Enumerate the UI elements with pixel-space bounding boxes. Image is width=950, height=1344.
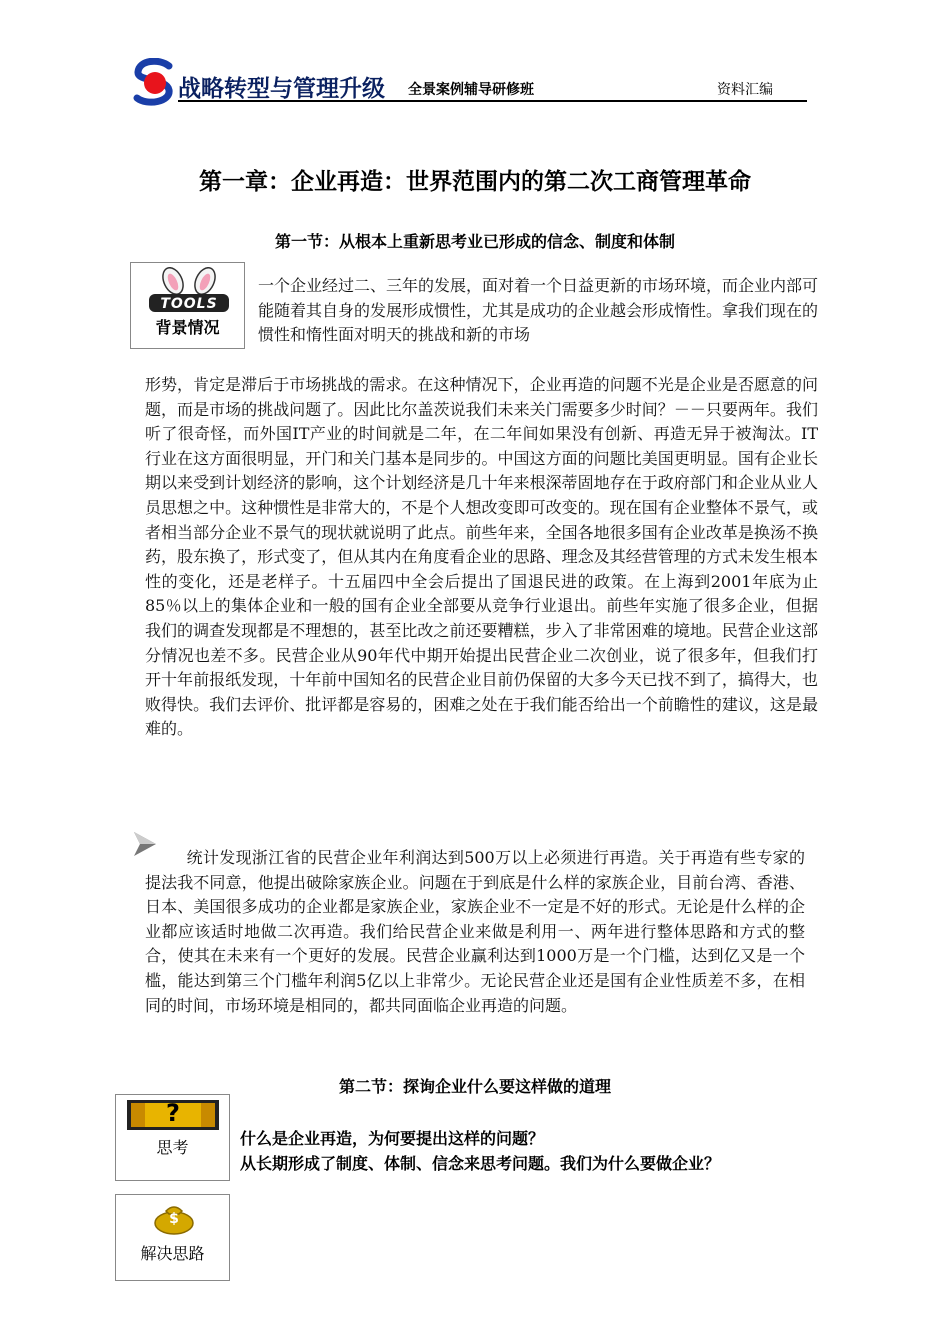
- solution-box-label: 解决思路: [140, 1244, 205, 1263]
- second-paragraph: 统计发现浙江省的民营企业年利润达到500万以上必须进行再造。关于再造有些专家的提法我不同意，他提出破除家族企业。问题在于到底是什么样的家族企业，目前台湾、香港、日本、美国很多成功的企业都是家族企业，家族企业不一定是不好的形式。无论是什么样的企业都应该适时地做二次再造。我们给民营企业来做是利用一、两年进行整体思路和方式的整合，使其在未来有一个更好的发展。民营企业赢利达到1000万是一个门槛，达到亿又是一个槛，能达到第三个门槛年利润5亿以上非常少。无论民营企业还是国有企业性质差不多，在相同的时间，市场环境是相同的，都共同面临企业再造的问题。: [145, 848, 805, 1015]
- section-1-title: 第一节：从根本上重新思考业已形成的信念、制度和体制: [274, 232, 675, 251]
- background-badge-label: 背景情况: [155, 318, 220, 337]
- intro-paragraph: 一个企业经过二、三年的发展，面对着一个日益更新的市场环境，而企业内部可能随着其自身的发展形成惯性，尤其是成功的企业越会形成惰性。拿我们现在的惯性和惰性面对明天的挑战和新的市场: [258, 276, 819, 345]
- question-mark-text: ?: [166, 1099, 180, 1127]
- section-2-title: 第二节：探询企业什么要这样做的道理: [338, 1077, 611, 1096]
- question-line-2: 从长期形成了制度、体制、信念来思考问题。我们为什么要做企业？: [240, 1154, 721, 1173]
- money-bag-text: $: [169, 1211, 179, 1227]
- question-line-1: 什么是企业再造，为何要提出这样的问题？: [240, 1129, 545, 1148]
- think-box: [115, 1094, 230, 1181]
- main-paragraph: 形势，肯定是滞后于市场挑战的需求。在这种情况下，企业再造的问题不光是企业是否愿意的问题，而是市场的挑战问题了。因此比尔盖茨说我们未来关门需要多少时间？－－只要两年。我们听了很奇怪，而外国IT产业的时间就是二年，在二年间如果没有创新、再造无异于被淘汰。IT行业在这方面很明显，开门和关门基本是同步的。中国这方面的问题比美国更明显。国有企业长期以来受到计划经济的影响，这个计划经济是几十年来根深蒂固地存在于政府部门和企业从业人员思想之中。这种惯性是非常大的，不是个人想改变即可改变的。现在国有企业整体不景气，或者相当部分企业不景气的现状就说明了此点。前些年来，全国各地很多国有企业改革是换汤不换药，股东换了，形式变了，但从其内在角度看企业的思路、理念及其经营管理的方式未发生根本性的变化，还是老样子。十五届四中全会后提出了国退民进的政策。在上海到2001年底为止85％以上的集体企业和一般的国有企业全部要从竞争行业退出。前些年实施了很多企业，但据我们的调查发现都是不理想的，甚至比改之前还要糟糕，步入了非常困难的境地。民营企业这部分情况也差不多。民营企业从90年代中期开始提出民营企业二次创业，说了很多年，但我们打开十年前报纸发现，十年前中国知名的民营企业目前仍保留的大多今天已找不到了，搞得大，也败得快。我们去评价、批评都是容易的，困难之处在于我们能否给出一个前瞻性的建议，这是最难的。: [145, 375, 818, 739]
- header-divider: [178, 100, 807, 102]
- background-badge: [130, 262, 245, 349]
- solution-box: [115, 1194, 230, 1281]
- header-right-label: 资料汇编: [717, 82, 773, 98]
- tools-icon-text: TOOLS: [160, 296, 218, 312]
- red-s-logo-icon: [133, 58, 177, 106]
- chapter-title: 第一章：企业再造：世界范围内的第二次工商管理革命: [199, 169, 751, 195]
- think-box-label: 思考: [156, 1138, 189, 1157]
- header-title: 战略转型与管理升级: [178, 76, 385, 102]
- header-subtitle: 全景案例辅导研修班: [408, 82, 534, 98]
